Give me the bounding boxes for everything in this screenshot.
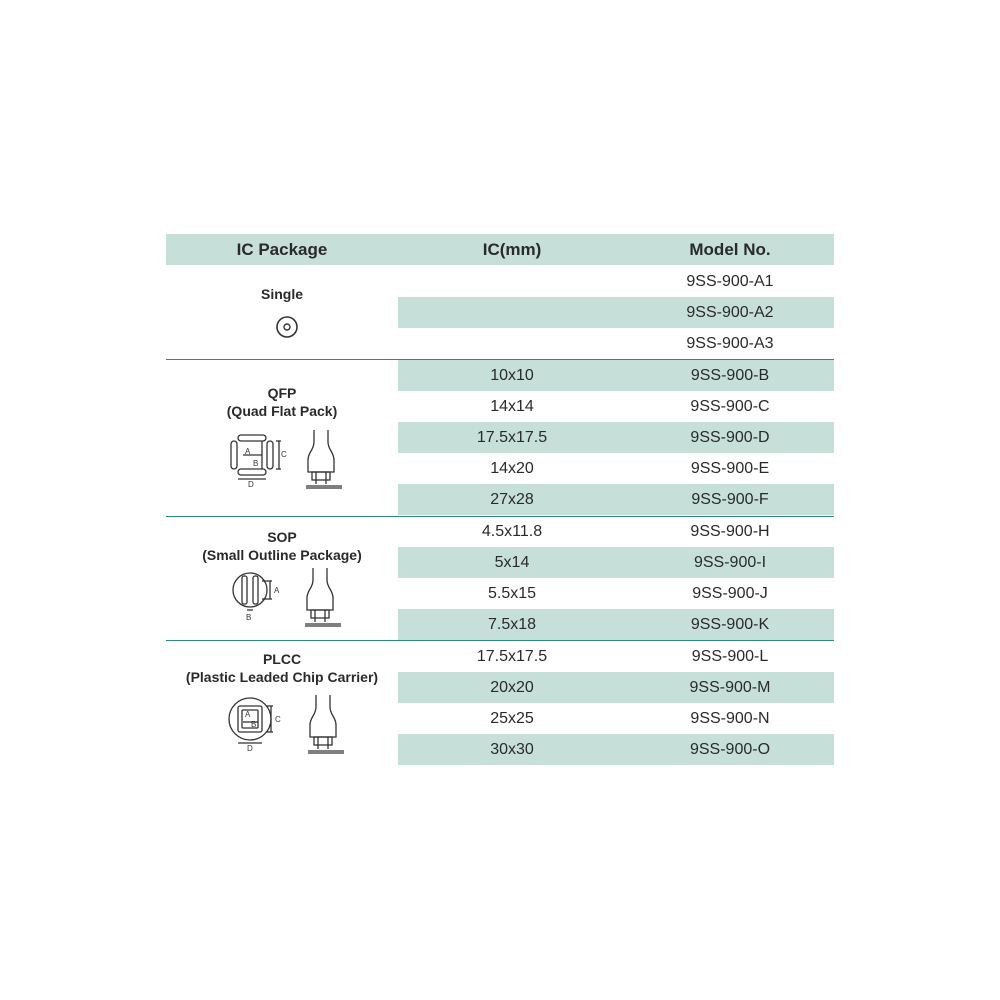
model-no-cell: 9SS-900-N (690, 710, 770, 727)
table-row (398, 703, 834, 734)
diagram-label: B (253, 459, 259, 468)
ic-size-cell: 14x20 (490, 460, 534, 477)
model-no-cell: 9SS-900-K (690, 616, 770, 633)
model-no-cell: 9SS-900-J (692, 585, 768, 602)
group-title-plcc (166, 650, 398, 686)
plcc-diagram-icon (226, 693, 350, 757)
table-row (398, 422, 834, 453)
model-no-cell: 9SS-900-A1 (686, 273, 774, 290)
group-name: Single (260, 286, 303, 302)
ic-size-cell: 5x14 (494, 554, 530, 571)
diagram-label: A (245, 710, 251, 719)
diagram-label: B (251, 720, 257, 729)
model-no-cell: 9SS-900-B (690, 367, 770, 384)
sop-diagram-icon (228, 566, 348, 630)
single-nozzle-icon (274, 314, 300, 340)
model-no-cell: 9SS-900-L (691, 648, 769, 665)
ic-size-cell: 27x28 (490, 491, 534, 508)
diagram-label: C (275, 715, 281, 724)
diagram-label: A (274, 586, 280, 595)
table-row (398, 547, 834, 578)
group-name: PLCC (262, 651, 302, 667)
ic-size-cell: 17.5x17.5 (476, 429, 548, 446)
ic-size-cell (398, 266, 626, 297)
group-title-qfp (166, 384, 398, 420)
model-no-cell: 9SS-900-M (689, 679, 771, 696)
group-name: QFP (267, 385, 297, 401)
model-no-cell: 9SS-900-A2 (686, 304, 774, 321)
qfp-diagram-icon (224, 428, 350, 494)
header-model-no: Model No. (689, 240, 771, 259)
table-row (398, 609, 834, 640)
model-no-cell: 9SS-900-C (690, 398, 770, 415)
ic-size-cell: 10x10 (490, 367, 534, 384)
diagram-label: A (245, 447, 251, 456)
diagram-label: D (247, 744, 253, 753)
group-subtitle: (Small Outline Package) (202, 547, 362, 563)
ic-size-cell: 30x30 (490, 741, 534, 758)
group-subtitle: (Quad Flat Pack) (226, 403, 338, 419)
table-row (398, 484, 834, 515)
diagram-label: B (246, 613, 252, 622)
table-row (398, 328, 834, 359)
model-no-cell: 9SS-900-E (690, 460, 770, 477)
ic-size-cell: 17.5x17.5 (476, 648, 548, 665)
ic-size-cell: 25x25 (490, 710, 534, 727)
table-row (398, 672, 834, 703)
ic-size-cell: 4.5x11.8 (481, 523, 543, 540)
group-title-sop (166, 528, 398, 564)
header-ic-package: IC Package (236, 240, 328, 259)
model-no-cell: 9SS-900-D (690, 429, 770, 446)
ic-size-cell: 7.5x18 (487, 616, 537, 633)
table-row (398, 297, 834, 328)
diagram-label: C (281, 450, 287, 459)
ic-size-cell: 14x14 (490, 398, 534, 415)
ic-size-cell (398, 297, 626, 328)
ic-size-cell: 5.5x15 (487, 585, 537, 602)
model-no-cell: 9SS-900-O (689, 741, 771, 758)
ic-size-cell (398, 328, 626, 359)
table-row (398, 266, 834, 297)
model-no-cell: 9SS-900-I (693, 554, 767, 571)
model-no-cell: 9SS-900-H (690, 523, 770, 540)
group-subtitle: (Plastic Leaded Chip Carrier) (185, 669, 379, 685)
table-row (398, 641, 834, 672)
table-row (398, 734, 834, 765)
table-row (398, 391, 834, 422)
model-no-cell: 9SS-900-F (691, 491, 769, 508)
table-header (166, 234, 834, 265)
table-row (398, 578, 834, 609)
header-ic-mm: IC(mm) (482, 240, 542, 259)
group-title-single (166, 285, 398, 303)
ic-size-cell: 20x20 (490, 679, 534, 696)
model-no-cell: 9SS-900-A3 (686, 335, 774, 352)
diagram-label: D (248, 480, 254, 489)
table-row (398, 453, 834, 484)
table-row (398, 360, 834, 391)
group-name: SOP (267, 529, 297, 545)
table-row (398, 516, 834, 547)
